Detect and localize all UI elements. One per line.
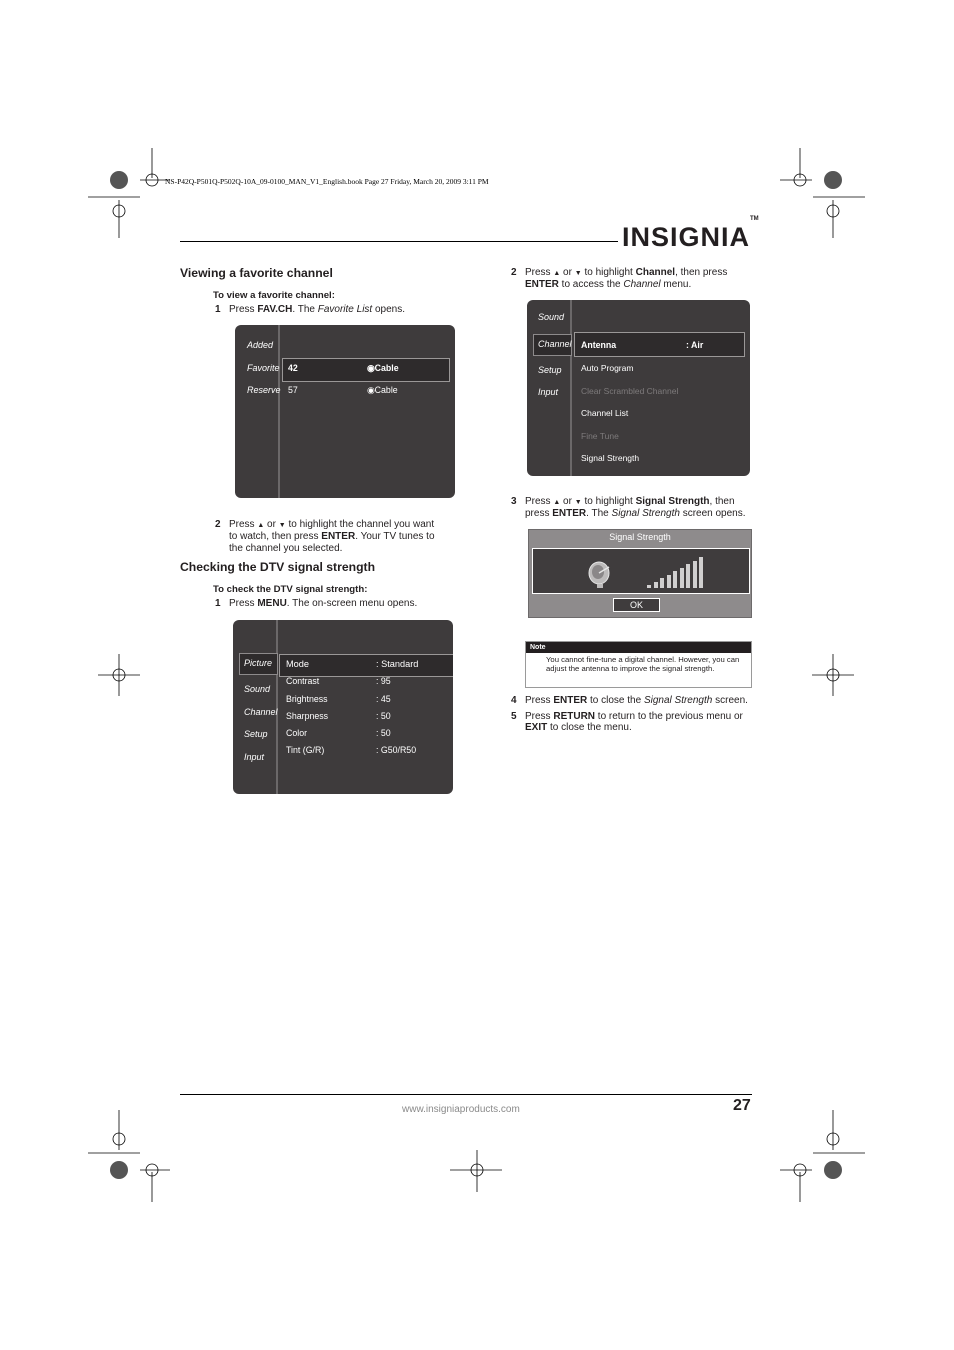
signal-bar bbox=[647, 585, 651, 588]
setting-value: : 50 bbox=[376, 711, 391, 721]
signal-bar bbox=[699, 557, 703, 588]
page-number: 27 bbox=[733, 1097, 751, 1114]
signal-bar bbox=[673, 571, 677, 588]
subhead-view-favorite: To view a favorite channel: bbox=[213, 290, 335, 301]
setting-label[interactable]: Sharpness bbox=[286, 711, 329, 721]
signal-panel bbox=[532, 548, 750, 594]
setting-value: : 45 bbox=[376, 694, 391, 704]
step-number: 1 bbox=[215, 598, 221, 609]
menu-item-picture[interactable]: Picture bbox=[244, 658, 273, 668]
setting-label[interactable]: Mode bbox=[286, 659, 309, 669]
channel-menu-screen bbox=[527, 300, 750, 476]
setting-label[interactable]: Tint (G/R) bbox=[286, 745, 325, 755]
channel-number[interactable]: 42 bbox=[288, 363, 298, 373]
menu-item-input[interactable]: Input bbox=[538, 387, 559, 397]
menu-option-auto-program[interactable]: Auto Program bbox=[581, 363, 634, 373]
step-number: 4 bbox=[511, 695, 517, 706]
antenna-label[interactable]: Antenna bbox=[581, 340, 617, 350]
signal-bar bbox=[660, 578, 664, 588]
setting-value: : Standard bbox=[376, 659, 419, 669]
setting-value: : G50/R50 bbox=[376, 745, 417, 755]
menu-item-setup[interactable]: Setup bbox=[538, 365, 562, 375]
logo-text: INSIGNIA bbox=[622, 222, 751, 252]
step-number: 5 bbox=[511, 711, 517, 722]
header-rule bbox=[180, 241, 618, 242]
note-text: You cannot fine-tune a digital channel. However, you can adjust the antenna to improve the signal strength. bbox=[546, 655, 740, 673]
menu-option-channel-list[interactable]: Channel List bbox=[581, 408, 629, 418]
step-number: 2 bbox=[511, 267, 517, 278]
menu-item-sound[interactable]: Sound bbox=[538, 312, 565, 322]
footer-rule bbox=[180, 1094, 752, 1095]
favorite-list-screen bbox=[235, 325, 455, 498]
signal-bar bbox=[667, 575, 671, 589]
footer-url[interactable]: www.insigniaproducts.com bbox=[402, 1104, 520, 1115]
down-arrow-icon: ▼ bbox=[574, 499, 582, 506]
down-arrow-icon: ▼ bbox=[574, 270, 582, 277]
signal-bar bbox=[686, 564, 690, 588]
section-title-favorite: Viewing a favorite channel bbox=[180, 266, 333, 280]
step-text: Press ▲ or ▼ to highlight the channel you want to watch, then press ENTER. Your TV tunes to the channel you selected. bbox=[229, 519, 435, 554]
step-text: Press RETURN to return to the previous menu or EXIT to close the menu. bbox=[525, 711, 743, 734]
menu-option-signal-strength[interactable]: Signal Strength bbox=[581, 453, 640, 463]
menu-item-reserve[interactable]: Reserve bbox=[247, 385, 281, 395]
step-text: Press ▲ or ▼ to highlight Signal Strength, then press ENTER. The Signal Strength screen opens. bbox=[525, 496, 746, 520]
note-label: Note bbox=[526, 642, 751, 653]
channel-type: ◉Cable bbox=[367, 363, 399, 373]
logo-tm: TM bbox=[750, 216, 759, 222]
menu-item-favorite[interactable]: Favorite bbox=[247, 363, 280, 373]
antenna-value: : Air bbox=[686, 340, 704, 350]
signal-title: Signal Strength bbox=[609, 532, 671, 542]
note-box bbox=[525, 641, 752, 688]
menu-item-sound[interactable]: Sound bbox=[244, 684, 271, 694]
signal-strength-screen bbox=[528, 529, 752, 618]
setting-label[interactable]: Color bbox=[286, 728, 308, 738]
channel-number[interactable]: 57 bbox=[288, 385, 298, 395]
subhead-check-signal: To check the DTV signal strength: bbox=[213, 584, 368, 595]
channel-type: ◉Cable bbox=[367, 385, 398, 395]
up-arrow-icon: ▲ bbox=[257, 522, 265, 529]
picture-menu-screen bbox=[233, 620, 453, 794]
step-text: Press MENU. The on-screen menu opens. bbox=[229, 598, 418, 609]
step-number: 2 bbox=[215, 519, 221, 530]
insignia-logo bbox=[622, 216, 759, 253]
step-text: Press ENTER to close the Signal Strength screen. bbox=[525, 695, 748, 706]
signal-bar bbox=[654, 582, 658, 589]
signal-bar bbox=[680, 568, 684, 589]
step-number: 3 bbox=[511, 496, 517, 507]
menu-item-setup[interactable]: Setup bbox=[244, 729, 268, 739]
menu-option-clear-scrambled: Clear Scrambled Channel bbox=[581, 386, 679, 396]
section-title-signal: Checking the DTV signal strength bbox=[180, 560, 376, 574]
ok-button[interactable]: OK bbox=[613, 598, 660, 612]
step-text: Press FAV.CH. The Favorite List opens. bbox=[229, 304, 406, 315]
up-arrow-icon: ▲ bbox=[553, 499, 561, 506]
setting-label[interactable]: Contrast bbox=[286, 676, 320, 686]
menu-option-fine-tune: Fine Tune bbox=[581, 431, 619, 441]
up-arrow-icon: ▲ bbox=[553, 270, 561, 277]
step-number: 1 bbox=[215, 304, 221, 315]
setting-label[interactable]: Brightness bbox=[286, 694, 328, 704]
menu-item-channel[interactable]: Channel bbox=[538, 339, 572, 349]
satellite-dish-icon bbox=[587, 559, 613, 589]
down-arrow-icon: ▼ bbox=[278, 522, 286, 529]
menu-item-added[interactable]: Added bbox=[247, 340, 274, 350]
highlight-bar bbox=[282, 358, 450, 382]
setting-value: : 50 bbox=[376, 728, 391, 738]
setting-value: : 95 bbox=[376, 676, 391, 686]
menu-item-input[interactable]: Input bbox=[244, 752, 265, 762]
menu-item-channel[interactable]: Channel bbox=[244, 707, 278, 717]
menu-sidebar bbox=[235, 325, 280, 498]
step-text: Press ▲ or ▼ to highlight Channel, then press ENTER to access the Channel menu. bbox=[525, 267, 728, 291]
signal-bar bbox=[693, 561, 697, 589]
print-info: NS-P42Q-P501Q-P502Q-10A_09-0100_MAN_V1_English.book Page 27 Friday, March 20, 2009 3:11 PM bbox=[165, 177, 489, 186]
